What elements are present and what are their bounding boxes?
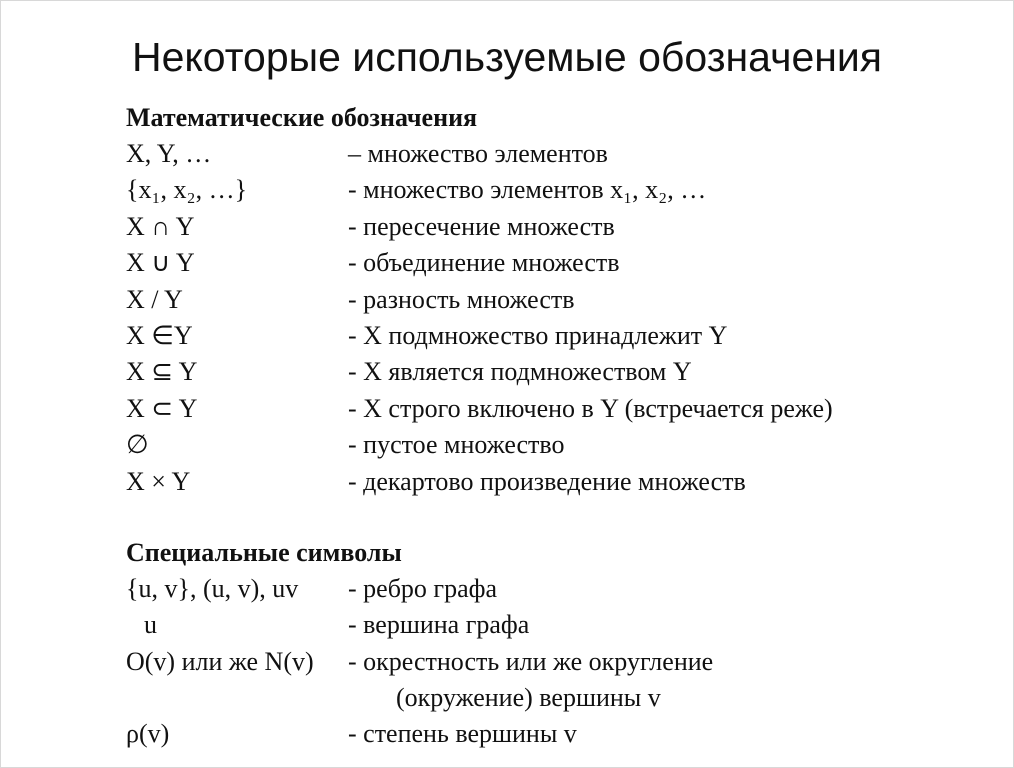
notation-row xyxy=(126,209,986,245)
notation-description: - пустое множество xyxy=(348,430,565,460)
notation-row xyxy=(126,464,986,500)
notation-description: - разность множеств xyxy=(348,284,575,314)
notation-symbol: ∅ xyxy=(126,430,149,460)
notation-description: - X строго включено в Y (встречается реже) xyxy=(348,393,833,423)
slide-title: Некоторые используемые обозначения xyxy=(132,34,882,80)
notation-description: – множество элементов xyxy=(348,139,608,168)
notation-description: - пересечение множеств xyxy=(348,211,615,241)
notation-symbol: u xyxy=(144,610,157,640)
notation-description: (окружение) вершины v xyxy=(396,683,661,713)
notation-content xyxy=(126,99,986,753)
notation-row xyxy=(126,318,986,354)
notation-symbol: X / Y xyxy=(126,284,183,314)
notation-row xyxy=(126,282,986,318)
notation-symbol: O(v) или же N(v) xyxy=(126,646,314,676)
notation-symbol: X ⊂ Y xyxy=(126,393,198,423)
notation-row xyxy=(126,172,986,208)
notation-description: - степень вершины v xyxy=(348,719,577,749)
notation-description: - вершина графа xyxy=(348,610,530,640)
notation-symbol: X, Y, … xyxy=(126,139,212,168)
notation-row xyxy=(126,391,986,427)
notation-symbol: X ∈Y xyxy=(126,320,193,350)
notation-row xyxy=(126,245,986,281)
notation-description: - окрестность или же округление xyxy=(348,646,714,676)
notation-symbol: {x₁, x₂, …} xyxy=(126,175,248,205)
notation-row xyxy=(126,354,986,390)
notation-symbol: {u, v}, (u, v), uv xyxy=(126,573,299,603)
notation-row xyxy=(126,427,986,463)
notation-symbol: X × Y xyxy=(126,466,191,496)
notation-row-continuation xyxy=(126,680,986,716)
notation-description: - множество элементов x₁, x₂, … xyxy=(348,175,707,205)
notation-row xyxy=(126,571,986,607)
section-spacer xyxy=(126,500,986,534)
notation-symbol: X ⊆ Y xyxy=(126,357,198,387)
notation-description: - ребро графа xyxy=(348,573,498,603)
notation-description: - X подмножество принадлежит Y xyxy=(348,320,728,350)
notation-description: - декартово произведение множеств xyxy=(348,466,746,496)
notation-symbol: ρ(v) xyxy=(126,719,170,749)
special-section-heading: Специальные символы xyxy=(126,537,402,567)
notation-symbol: X ∩ Y xyxy=(126,211,195,241)
notation-row xyxy=(126,607,986,643)
math-section-heading: Математические обозначения xyxy=(126,103,478,132)
notation-description: - X является подмножеством Y xyxy=(348,357,692,387)
notation-row xyxy=(126,644,986,680)
notation-description: - объединение множеств xyxy=(348,248,620,278)
notation-row xyxy=(126,716,986,752)
notation-row xyxy=(126,136,986,172)
notation-symbol: X ∪ Y xyxy=(126,248,195,278)
